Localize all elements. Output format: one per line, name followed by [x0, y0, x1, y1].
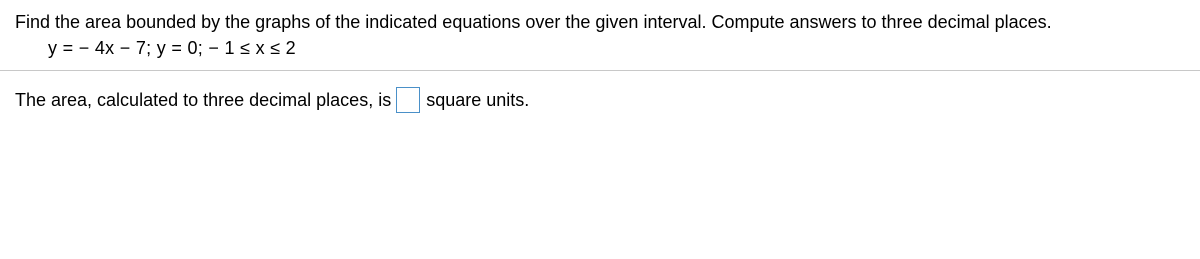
answer-prefix-text: The area, calculated to three decimal places, is — [15, 89, 392, 110]
area-answer-input[interactable] — [396, 87, 420, 113]
answer-row — [15, 86, 529, 114]
divider — [0, 70, 1200, 71]
answer-suffix-text: square units. — [426, 89, 530, 110]
question-equation: y = − 4x − 7; y = 0; − 1 ≤ x ≤ 2 — [48, 38, 296, 58]
question-instructions: Find the area bounded by the graphs of the indicated equations over the given interval. Compute answers to three decimal places. — [15, 12, 1052, 32]
